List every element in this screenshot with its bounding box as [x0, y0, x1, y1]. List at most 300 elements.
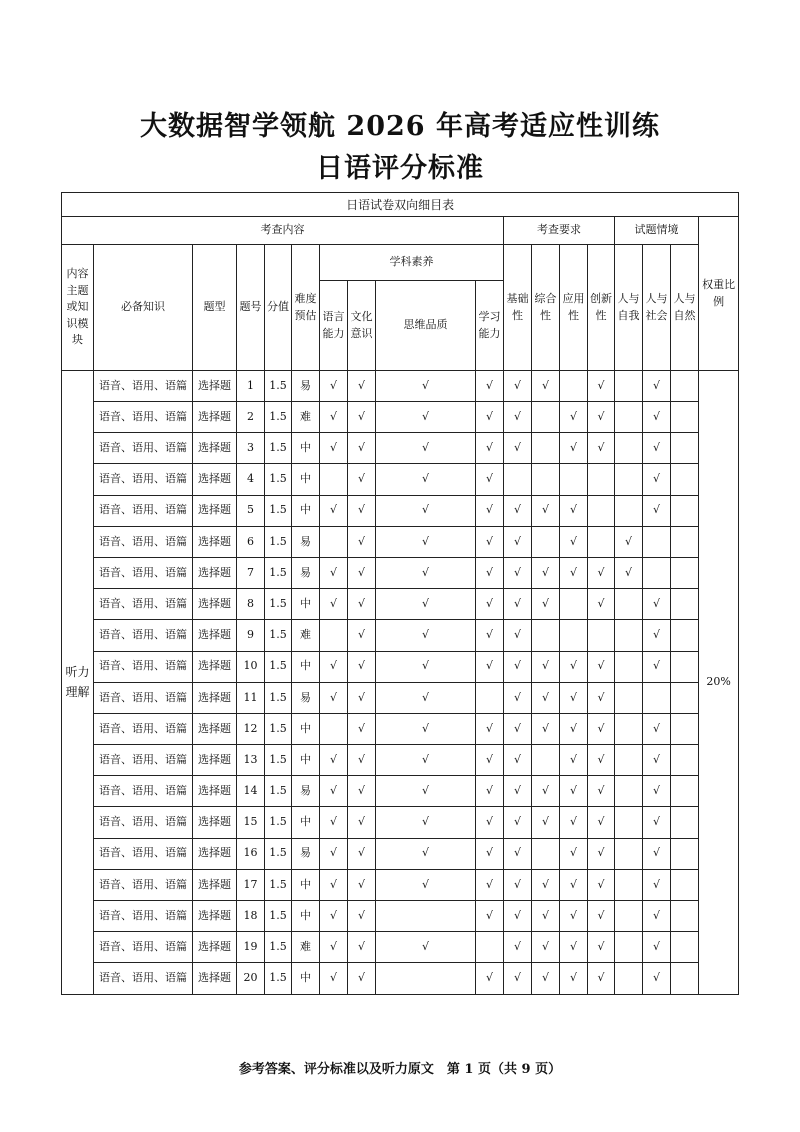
check-cell	[504, 526, 532, 557]
header-comprehensive: 综合性	[532, 245, 560, 371]
checkmark-icon: √	[421, 534, 429, 548]
check-cell	[320, 807, 348, 838]
points-cell: 1.5	[265, 371, 292, 402]
points-cell: 1.5	[265, 745, 292, 776]
check-cell	[348, 776, 376, 807]
checkmark-icon: √	[541, 784, 549, 798]
header-lang: 语言能力	[320, 281, 348, 371]
checkmark-icon: √	[513, 441, 521, 455]
knowledge-cell: 语音、语用、语篇	[94, 526, 193, 557]
check-cell	[504, 807, 532, 838]
checkmark-icon: √	[597, 908, 605, 922]
knowledge-cell: 语音、语用、语篇	[94, 620, 193, 651]
check-cell	[615, 620, 643, 651]
knowledge-cell: 语音、语用、语篇	[94, 557, 193, 588]
checkmark-icon: √	[329, 659, 337, 673]
checkmark-icon: √	[513, 721, 521, 735]
checkmark-icon: √	[597, 690, 605, 704]
difficulty-cell: 难	[292, 402, 320, 433]
checkmark-icon: √	[329, 378, 337, 392]
check-cell	[504, 464, 532, 495]
check-cell	[532, 776, 560, 807]
qtype-cell: 选择题	[193, 589, 237, 620]
checkmark-icon: √	[541, 659, 549, 673]
check-cell	[615, 495, 643, 526]
check-cell	[588, 713, 615, 744]
points-cell: 1.5	[265, 713, 292, 744]
checkmark-icon: √	[421, 596, 429, 610]
points-cell: 1.5	[265, 838, 292, 869]
checkmark-icon: √	[357, 690, 365, 704]
checkmark-icon: √	[541, 690, 549, 704]
check-cell	[376, 651, 476, 682]
check-cell	[532, 807, 560, 838]
points-cell: 1.5	[265, 682, 292, 713]
check-cell	[532, 402, 560, 433]
difficulty-cell: 易	[292, 838, 320, 869]
checkmark-icon: √	[513, 534, 521, 548]
table-row	[62, 433, 739, 464]
checkmark-icon: √	[421, 940, 429, 954]
check-cell	[588, 807, 615, 838]
check-cell	[376, 869, 476, 900]
check-cell	[532, 371, 560, 402]
knowledge-cell: 语音、语用、语篇	[94, 838, 193, 869]
check-cell	[504, 869, 532, 900]
checkmark-icon: √	[569, 908, 577, 922]
difficulty-cell: 易	[292, 371, 320, 402]
check-cell	[671, 589, 699, 620]
check-cell	[588, 402, 615, 433]
header-situation-group: 试题情境	[615, 217, 699, 245]
checkmark-icon: √	[652, 877, 660, 891]
check-cell	[476, 651, 504, 682]
checkmark-icon: √	[569, 877, 577, 891]
check-cell	[588, 371, 615, 402]
qnum-cell: 3	[237, 433, 265, 464]
checkmark-icon: √	[357, 971, 365, 985]
checkmark-icon: √	[541, 503, 549, 517]
table-row	[62, 745, 739, 776]
knowledge-cell: 语音、语用、语篇	[94, 932, 193, 963]
check-cell	[320, 713, 348, 744]
checkmark-icon: √	[597, 721, 605, 735]
checkmark-icon: √	[485, 815, 493, 829]
check-cell	[671, 371, 699, 402]
checkmark-icon: √	[329, 409, 337, 423]
checkmark-icon: √	[541, 877, 549, 891]
difficulty-cell: 中	[292, 433, 320, 464]
difficulty-cell: 中	[292, 651, 320, 682]
qtype-cell: 选择题	[193, 713, 237, 744]
checkmark-icon: √	[421, 690, 429, 704]
check-cell	[615, 869, 643, 900]
check-cell	[320, 745, 348, 776]
check-cell	[671, 713, 699, 744]
check-cell	[504, 433, 532, 464]
check-cell	[560, 869, 588, 900]
qtype-cell: 选择题	[193, 932, 237, 963]
check-cell	[532, 464, 560, 495]
check-cell	[476, 402, 504, 433]
check-cell	[643, 963, 671, 994]
checkmark-icon: √	[541, 971, 549, 985]
table-row	[62, 901, 739, 932]
checkmark-icon: √	[329, 503, 337, 517]
check-cell	[532, 745, 560, 776]
check-cell	[476, 589, 504, 620]
check-cell	[643, 932, 671, 963]
check-cell	[615, 526, 643, 557]
check-cell	[376, 620, 476, 651]
check-cell	[320, 526, 348, 557]
checkmark-icon: √	[421, 472, 429, 486]
check-cell	[504, 776, 532, 807]
check-cell	[320, 869, 348, 900]
checkmark-icon: √	[513, 940, 521, 954]
checkmark-icon: √	[569, 940, 577, 954]
check-cell	[560, 745, 588, 776]
check-cell	[560, 901, 588, 932]
qnum-cell: 18	[237, 901, 265, 932]
checkmark-icon: √	[485, 628, 493, 642]
check-cell	[643, 745, 671, 776]
checkmark-icon: √	[421, 752, 429, 766]
check-cell	[532, 901, 560, 932]
checkmark-icon: √	[569, 409, 577, 423]
qtype-cell: 选择题	[193, 838, 237, 869]
check-cell	[504, 901, 532, 932]
qtype-cell: 选择题	[193, 682, 237, 713]
table-row	[62, 932, 739, 963]
checkmark-icon: √	[541, 596, 549, 610]
check-cell	[476, 776, 504, 807]
table-row	[62, 682, 739, 713]
difficulty-cell: 中	[292, 495, 320, 526]
header-points: 分值	[265, 245, 292, 371]
check-cell	[504, 495, 532, 526]
checkmark-icon: √	[329, 690, 337, 704]
checkmark-icon: √	[485, 846, 493, 860]
qnum-cell: 7	[237, 557, 265, 588]
check-cell	[588, 745, 615, 776]
check-cell	[532, 932, 560, 963]
check-cell	[560, 932, 588, 963]
difficulty-cell: 中	[292, 963, 320, 994]
checkmark-icon: √	[357, 752, 365, 766]
check-cell	[376, 807, 476, 838]
check-cell	[560, 433, 588, 464]
checkmark-icon: √	[569, 659, 577, 673]
check-cell	[560, 838, 588, 869]
page-title: 大数据智学领航 2026 年高考适应性训练	[140, 111, 660, 142]
header-requirements-group: 考查要求	[504, 217, 615, 245]
checkmark-icon: √	[329, 846, 337, 860]
checkmark-icon: √	[421, 441, 429, 455]
qnum-cell: 20	[237, 963, 265, 994]
checkmark-icon: √	[597, 971, 605, 985]
check-cell	[504, 838, 532, 869]
check-cell	[348, 620, 376, 651]
checkmark-icon: √	[652, 441, 660, 455]
check-cell	[376, 745, 476, 776]
check-cell	[348, 713, 376, 744]
check-cell	[532, 620, 560, 651]
difficulty-cell: 中	[292, 464, 320, 495]
check-cell	[476, 838, 504, 869]
check-cell	[376, 589, 476, 620]
qnum-cell: 16	[237, 838, 265, 869]
qtype-cell: 选择题	[193, 651, 237, 682]
checkmark-icon: √	[357, 877, 365, 891]
checkmark-icon: √	[513, 596, 521, 610]
difficulty-cell: 易	[292, 557, 320, 588]
check-cell	[376, 371, 476, 402]
check-cell	[615, 901, 643, 932]
check-cell	[376, 526, 476, 557]
header-society: 人与社会	[643, 245, 671, 371]
checkmark-icon: √	[329, 441, 337, 455]
check-cell	[615, 745, 643, 776]
checkmark-icon: √	[513, 565, 521, 579]
checkmark-icon: √	[357, 940, 365, 954]
check-cell	[588, 838, 615, 869]
check-cell	[560, 682, 588, 713]
check-cell	[320, 495, 348, 526]
check-cell	[476, 371, 504, 402]
checkmark-icon: √	[597, 409, 605, 423]
check-cell	[376, 838, 476, 869]
check-cell	[588, 557, 615, 588]
check-cell	[671, 807, 699, 838]
check-cell	[348, 495, 376, 526]
header-knowledge: 必备知识	[94, 245, 193, 371]
check-cell	[643, 589, 671, 620]
checkmark-icon: √	[569, 441, 577, 455]
points-cell: 1.5	[265, 589, 292, 620]
checkmark-icon: √	[357, 472, 365, 486]
points-cell: 1.5	[265, 433, 292, 464]
difficulty-cell: 难	[292, 620, 320, 651]
specification-table	[61, 192, 739, 995]
check-cell	[504, 371, 532, 402]
check-cell	[320, 620, 348, 651]
check-cell	[320, 901, 348, 932]
difficulty-cell: 中	[292, 869, 320, 900]
check-cell	[504, 682, 532, 713]
checkmark-icon: √	[485, 441, 493, 455]
check-cell	[588, 620, 615, 651]
checkmark-icon: √	[421, 378, 429, 392]
qtype-cell: 选择题	[193, 495, 237, 526]
check-cell	[476, 620, 504, 651]
check-cell	[504, 557, 532, 588]
check-cell	[320, 464, 348, 495]
check-cell	[532, 589, 560, 620]
checkmark-icon: √	[597, 940, 605, 954]
header-culture: 文化意识	[348, 281, 376, 371]
qnum-cell: 17	[237, 869, 265, 900]
check-cell	[504, 963, 532, 994]
checkmark-icon: √	[569, 565, 577, 579]
difficulty-cell: 中	[292, 901, 320, 932]
check-cell	[643, 495, 671, 526]
check-cell	[476, 433, 504, 464]
table-row	[62, 713, 739, 744]
check-cell	[504, 932, 532, 963]
check-cell	[643, 682, 671, 713]
checkmark-icon: √	[357, 409, 365, 423]
qnum-cell: 9	[237, 620, 265, 651]
checkmark-icon: √	[513, 815, 521, 829]
qtype-cell: 选择题	[193, 776, 237, 807]
check-cell	[504, 713, 532, 744]
check-cell	[376, 713, 476, 744]
check-cell	[504, 651, 532, 682]
check-cell	[320, 402, 348, 433]
checkmark-icon: √	[569, 503, 577, 517]
knowledge-cell: 语音、语用、语篇	[94, 963, 193, 994]
check-cell	[643, 402, 671, 433]
header-difficulty: 难度预估	[292, 245, 320, 371]
check-cell	[560, 620, 588, 651]
qnum-cell: 8	[237, 589, 265, 620]
check-cell	[615, 589, 643, 620]
knowledge-cell: 语音、语用、语篇	[94, 433, 193, 464]
check-cell	[615, 433, 643, 464]
check-cell	[671, 776, 699, 807]
header-basic: 基础性	[504, 245, 532, 371]
checkmark-icon: √	[485, 721, 493, 735]
points-cell: 1.5	[265, 869, 292, 900]
check-cell	[476, 682, 504, 713]
table-row	[62, 557, 739, 588]
check-cell	[671, 526, 699, 557]
table-row	[62, 776, 739, 807]
check-cell	[560, 402, 588, 433]
checkmark-icon: √	[541, 908, 549, 922]
check-cell	[532, 713, 560, 744]
check-cell	[588, 869, 615, 900]
qnum-cell: 6	[237, 526, 265, 557]
check-cell	[671, 932, 699, 963]
knowledge-cell: 语音、语用、语篇	[94, 713, 193, 744]
checkmark-icon: √	[357, 565, 365, 579]
check-cell	[532, 651, 560, 682]
check-cell	[376, 901, 476, 932]
knowledge-cell: 语音、语用、语篇	[94, 807, 193, 838]
header-weight: 权重比例	[699, 217, 739, 371]
table-row	[62, 526, 739, 557]
check-cell	[588, 433, 615, 464]
qnum-cell: 12	[237, 713, 265, 744]
qnum-cell: 13	[237, 745, 265, 776]
checkmark-icon: √	[485, 908, 493, 922]
checkmark-icon: √	[569, 846, 577, 860]
check-cell	[476, 495, 504, 526]
check-cell	[588, 464, 615, 495]
points-cell: 1.5	[265, 557, 292, 588]
check-cell	[643, 433, 671, 464]
checkmark-icon: √	[597, 565, 605, 579]
check-cell	[671, 745, 699, 776]
checkmark-icon: √	[652, 409, 660, 423]
check-cell	[671, 963, 699, 994]
check-cell	[476, 464, 504, 495]
check-cell	[532, 869, 560, 900]
check-cell	[671, 557, 699, 588]
check-cell	[615, 963, 643, 994]
checkmark-icon: √	[329, 596, 337, 610]
qnum-cell: 2	[237, 402, 265, 433]
table-row	[62, 589, 739, 620]
points-cell: 1.5	[265, 464, 292, 495]
check-cell	[476, 963, 504, 994]
qnum-cell: 19	[237, 932, 265, 963]
check-cell	[643, 651, 671, 682]
check-cell	[348, 464, 376, 495]
check-cell	[504, 745, 532, 776]
qtype-cell: 选择题	[193, 433, 237, 464]
difficulty-cell: 难	[292, 932, 320, 963]
check-cell	[560, 807, 588, 838]
check-cell	[348, 651, 376, 682]
check-cell	[588, 526, 615, 557]
header-module: 内容主题或知识模块	[62, 245, 94, 371]
check-cell	[504, 402, 532, 433]
knowledge-cell: 语音、语用、语篇	[94, 371, 193, 402]
header-thinking: 思维品质	[376, 281, 476, 371]
qnum-cell: 11	[237, 682, 265, 713]
check-cell	[348, 433, 376, 464]
checkmark-icon: √	[357, 815, 365, 829]
knowledge-cell: 语音、语用、语篇	[94, 745, 193, 776]
table-row	[62, 807, 739, 838]
difficulty-cell: 中	[292, 713, 320, 744]
checkmark-icon: √	[421, 721, 429, 735]
points-cell: 1.5	[265, 526, 292, 557]
checkmark-icon: √	[421, 409, 429, 423]
check-cell	[376, 433, 476, 464]
points-cell: 1.5	[265, 776, 292, 807]
table-row	[62, 651, 739, 682]
check-cell	[615, 402, 643, 433]
checkmark-icon: √	[421, 815, 429, 829]
knowledge-cell: 语音、语用、语篇	[94, 682, 193, 713]
check-cell	[476, 526, 504, 557]
qtype-cell: 选择题	[193, 402, 237, 433]
table-row	[62, 620, 739, 651]
check-cell	[671, 495, 699, 526]
check-cell	[532, 557, 560, 588]
checkmark-icon: √	[652, 628, 660, 642]
checkmark-icon: √	[597, 815, 605, 829]
header-innovative: 创新性	[588, 245, 615, 371]
check-cell	[476, 869, 504, 900]
checkmark-icon: √	[569, 534, 577, 548]
checkmark-icon: √	[652, 908, 660, 922]
check-cell	[348, 745, 376, 776]
check-cell	[476, 932, 504, 963]
checkmark-icon: √	[597, 752, 605, 766]
checkmark-icon: √	[421, 877, 429, 891]
check-cell	[320, 589, 348, 620]
knowledge-cell: 语音、语用、语篇	[94, 651, 193, 682]
check-cell	[671, 869, 699, 900]
check-cell	[532, 838, 560, 869]
checkmark-icon: √	[485, 565, 493, 579]
knowledge-cell: 语音、语用、语篇	[94, 464, 193, 495]
